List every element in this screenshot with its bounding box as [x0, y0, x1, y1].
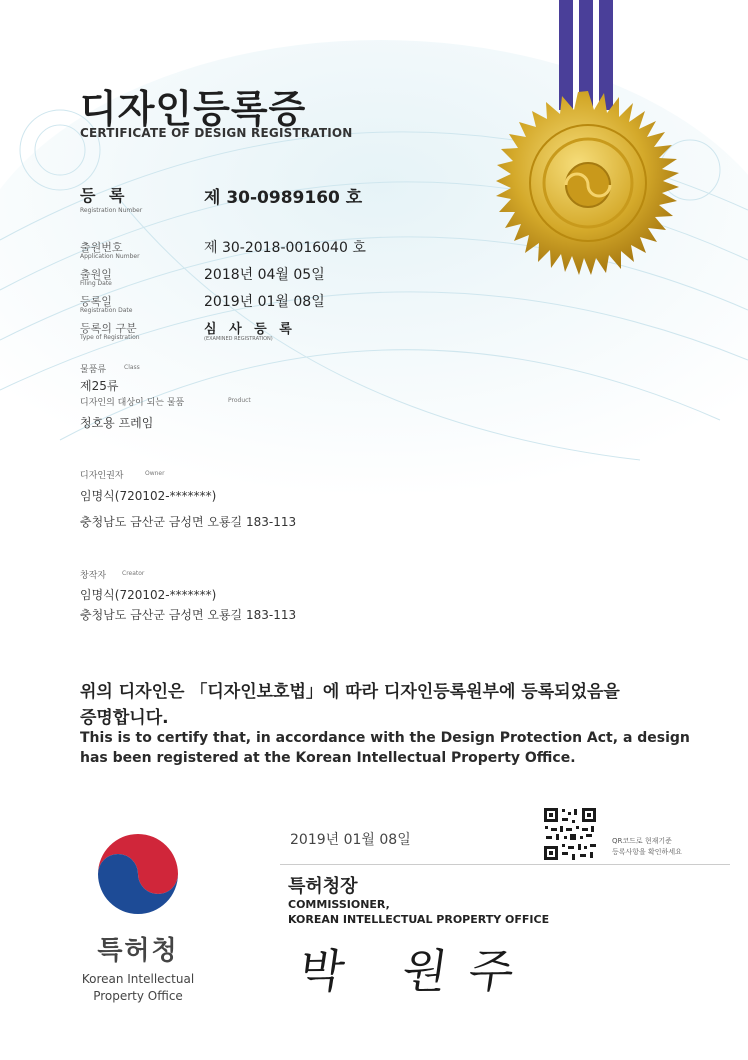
qr-note-line2: 등록사항을 확인하세요	[612, 848, 682, 856]
commissioner-signature: 박 원주	[295, 944, 540, 998]
filing-date: 2018년 04월 05일	[204, 267, 325, 283]
registration-date-label-en: Registration Date	[80, 307, 133, 314]
creator-label: 창작자	[80, 571, 107, 581]
application-number-label: 출원번호	[80, 241, 123, 254]
creator-label-en: Creator	[122, 570, 145, 577]
gold-seal-icon	[495, 90, 681, 276]
product-value: 청호용 프레임	[80, 416, 154, 430]
registration-label: 등 록	[80, 186, 129, 205]
owner-address: 충청남도 금산군 금성면 오룡길 183-113	[80, 515, 297, 529]
registration-number: 제 30-0989160 호	[204, 188, 363, 208]
registration-date: 2019년 01월 08일	[204, 294, 325, 310]
creator-name: 임명식(720102-*******)	[80, 588, 217, 602]
qr-code-icon[interactable]	[542, 806, 598, 862]
kipo-logo-icon	[92, 828, 184, 920]
declaration-ko-line2: 증명합니다.	[80, 708, 169, 728]
filing-date-label-en: Filing Date	[80, 280, 112, 287]
kipo-name-ko: 특허청	[97, 936, 179, 966]
registration-date-label: 등록일	[80, 295, 112, 308]
registration-type-label: 등록의 구분	[80, 322, 137, 335]
product-label-en: Product	[228, 397, 251, 404]
owner-label-en: Owner	[145, 470, 165, 477]
class-label: 물품류	[80, 365, 107, 375]
owner-label: 디자인권자	[80, 471, 124, 481]
registration-type: 심 사 등 록	[204, 322, 296, 337]
issue-date: 2019년 01월 08일	[290, 832, 411, 848]
application-number: 제 30-2018-0016040 호	[204, 240, 366, 256]
kipo-name-en-line2: Property Office	[93, 989, 183, 1003]
certificate-title: 디자인등록증	[80, 87, 307, 131]
certificate-subtitle: CERTIFICATE OF DESIGN REGISTRATION	[80, 126, 353, 140]
creator-address: 충청남도 금산군 금성면 오룡길 183-113	[80, 608, 297, 622]
declaration-en-line1: This is to certify that, in accordance with the Design Protection Act, a design	[80, 730, 690, 746]
declaration-ko-line1: 위의 디자인은 「디자인보호법」에 따라 디자인등록원부에 등록되었음을	[80, 682, 620, 702]
declaration-en-line2: has been registered at the Korean Intellectual Property Office.	[80, 750, 576, 766]
registration-type-en: (EXAMINED REGISTRATION)	[204, 336, 273, 342]
class-value: 제25류	[80, 379, 119, 393]
class-label-en: Class	[124, 364, 140, 371]
filing-date-label: 출원일	[80, 268, 112, 281]
kipo-name-en-line1: Korean Intellectual	[81, 972, 195, 986]
application-number-label-en: Application Number	[80, 253, 140, 260]
signature-divider	[280, 864, 730, 865]
commissioner-en-line2: KOREAN INTELLECTUAL PROPERTY OFFICE	[288, 913, 550, 926]
qr-note-line1: QR코드로 현재기준	[612, 837, 672, 845]
product-label: 디자인의 대상이 되는 물품	[80, 398, 185, 408]
commissioner-title: 특허청장	[288, 876, 358, 897]
registration-label-en: Registration Number	[80, 207, 143, 214]
owner-name: 임명식(720102-*******)	[80, 489, 217, 503]
registration-type-label-en: Type of Registration	[80, 334, 140, 341]
commissioner-en-line1: COMMISSIONER,	[288, 898, 390, 911]
